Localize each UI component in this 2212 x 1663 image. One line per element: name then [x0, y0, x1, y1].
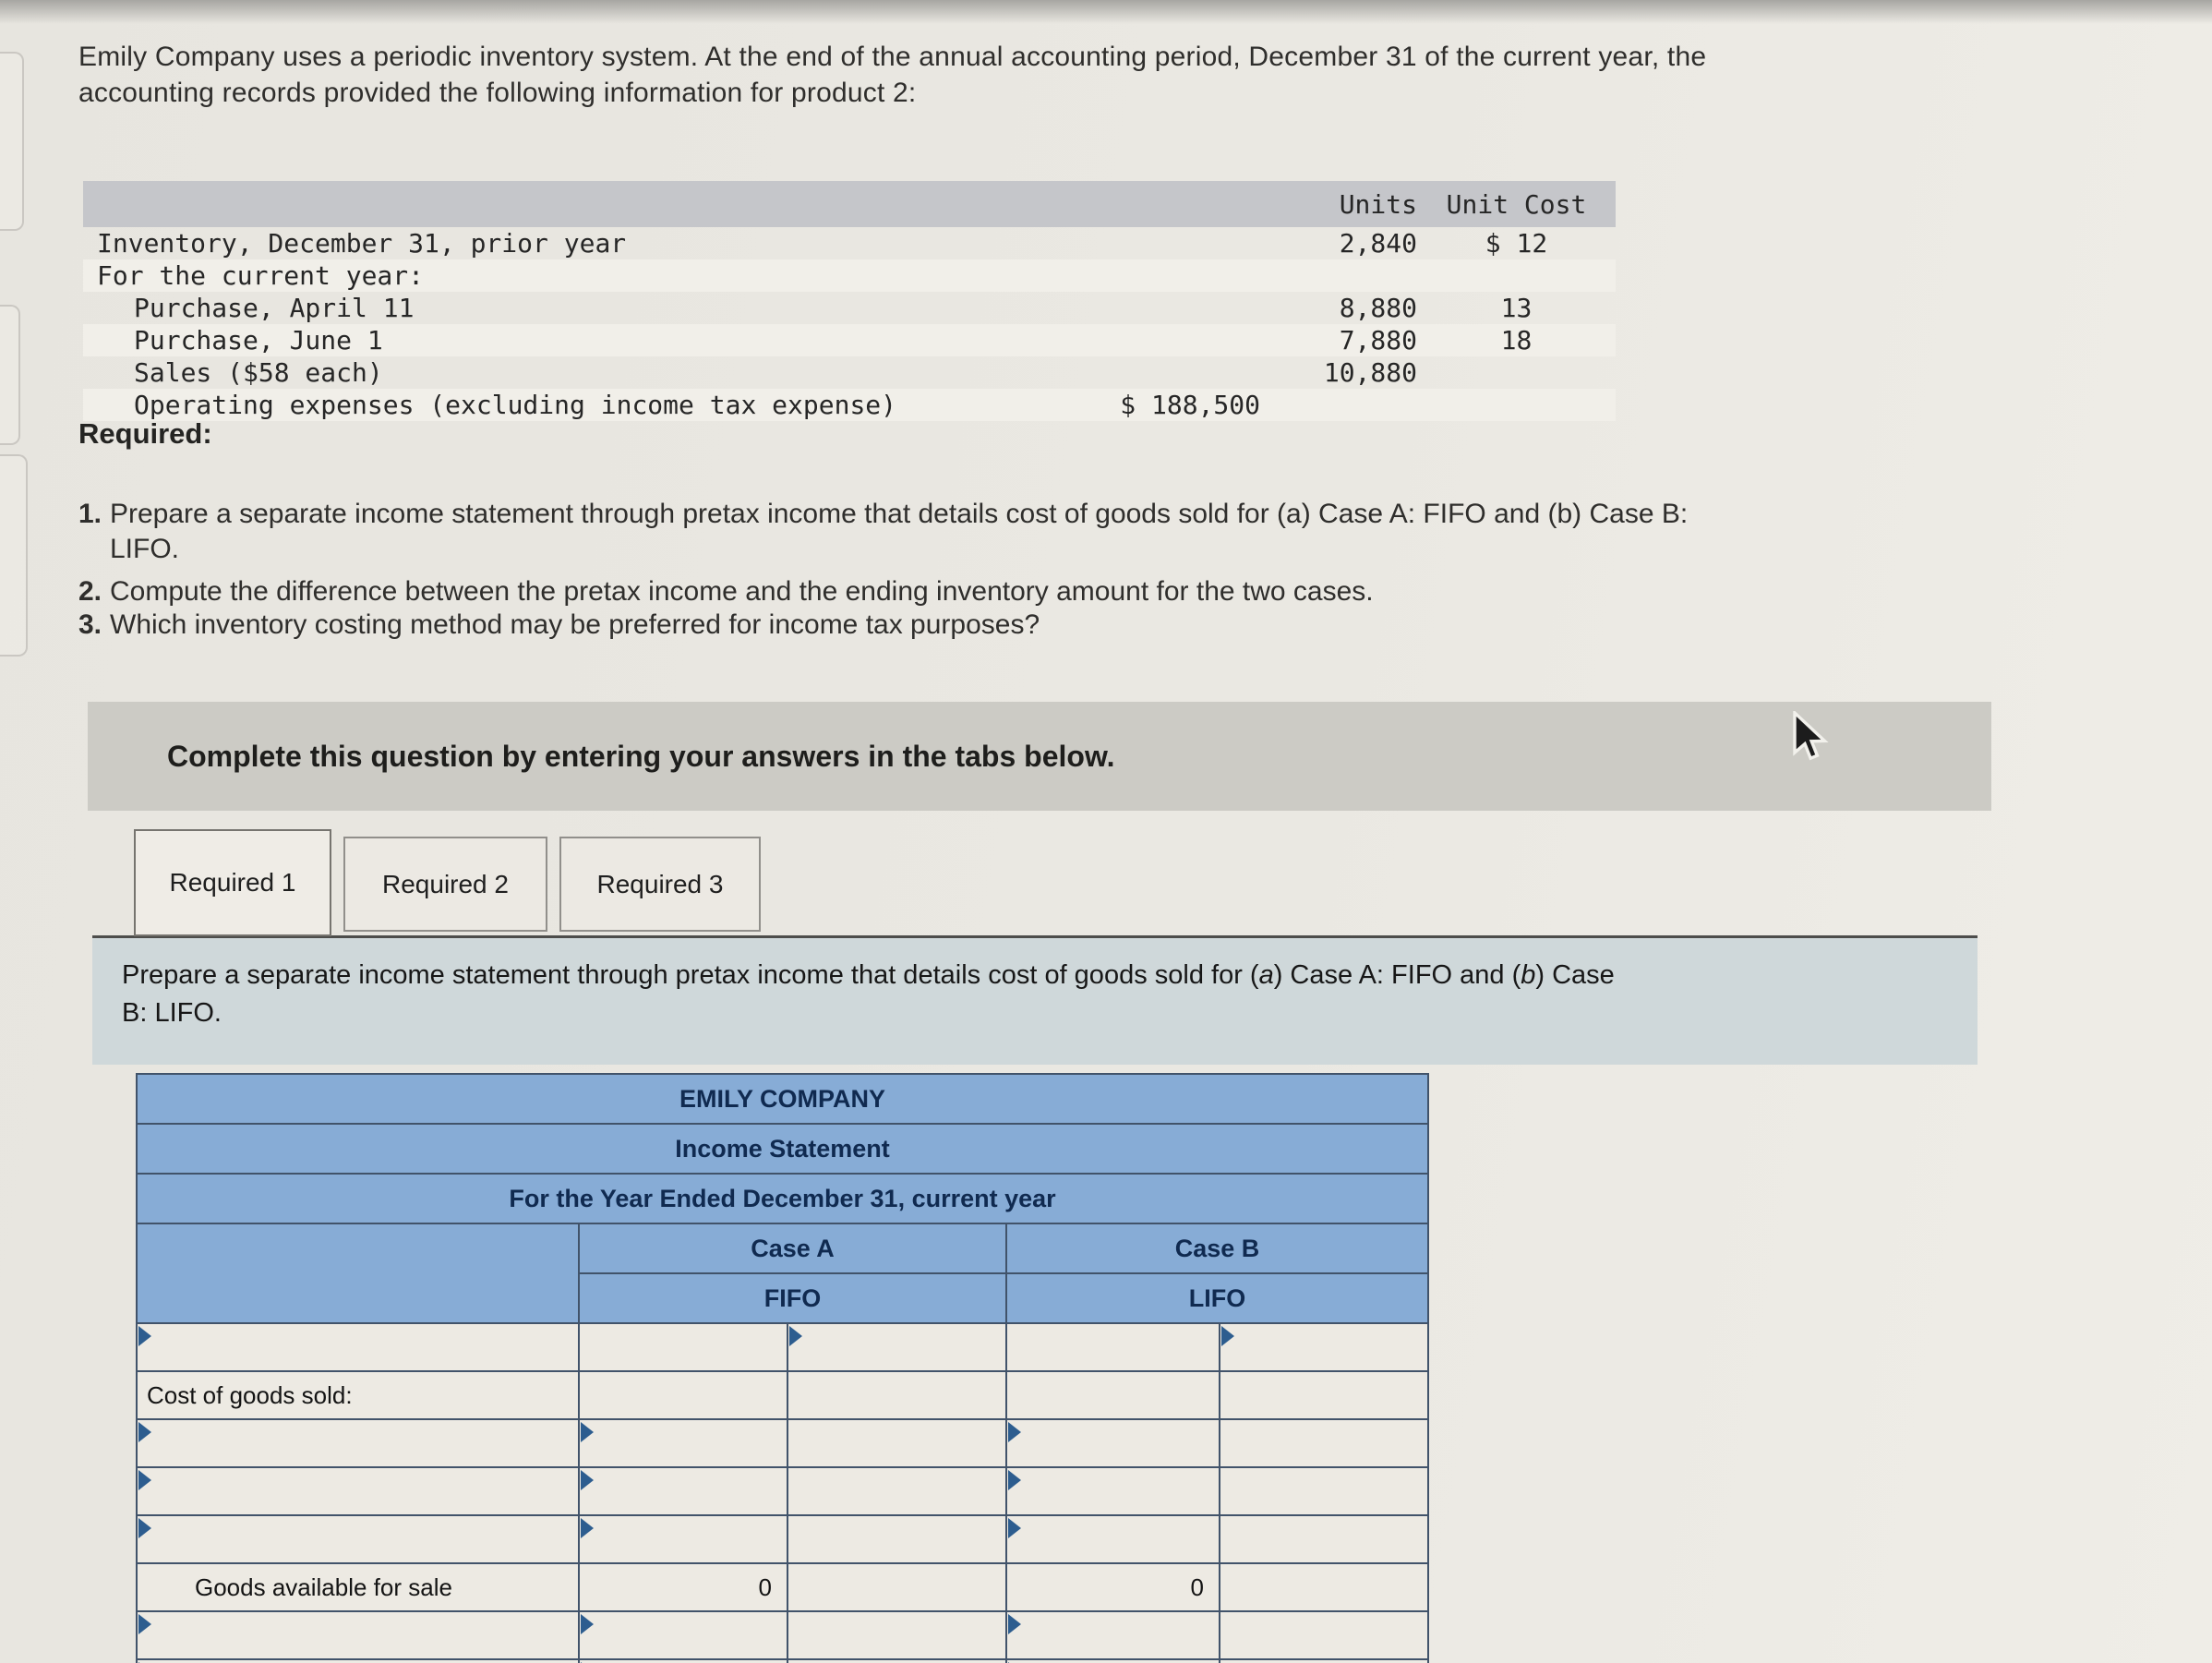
fifo-header: FIFO	[579, 1273, 1006, 1323]
amount-input-cell-case-b[interactable]	[1006, 1611, 1220, 1659]
table-row	[83, 259, 1616, 292]
row-unit-cost: 18	[1500, 325, 1533, 355]
problem-statement-line2: accounting records provided the following information for product 2:	[78, 78, 917, 108]
dropdown-triangle-icon	[1008, 1518, 1021, 1538]
dropdown-triangle-icon	[581, 1422, 594, 1442]
mouse-cursor-icon	[1789, 711, 1832, 765]
left-edge-artifact	[0, 52, 24, 231]
row-label: Purchase, April 11	[134, 293, 415, 323]
instruction-text: ) Case	[1535, 960, 1615, 990]
inventory-table-header	[83, 181, 1616, 227]
statement-title: Income Statement	[137, 1124, 1428, 1174]
table-row	[83, 227, 1616, 259]
goods-available-value-case-b: 0	[1006, 1563, 1220, 1611]
row-amount: $ 188,500	[1120, 390, 1260, 420]
input-cell	[1220, 1371, 1428, 1419]
problem-statement-line1: Emily Company uses a periodic inventory system. At the end of the annual accounting period, December 31 of the current year, the	[78, 42, 1707, 72]
item-text	[110, 497, 1688, 567]
required-item-1	[78, 497, 2165, 567]
units-header: Units	[1339, 188, 1417, 220]
income-statement-worksheet	[136, 1073, 1429, 1663]
table-row	[83, 389, 1616, 421]
input-cell	[787, 1659, 1006, 1663]
item-number: 3.	[78, 609, 102, 640]
top-edge-shade	[0, 0, 2212, 24]
item-text: Compute the difference between the pretax income and the ending inventory amount for the two cases.	[110, 576, 1374, 607]
input-cell	[1220, 1611, 1428, 1659]
item-number: 2.	[78, 576, 102, 607]
instruction-text-line2: B: LIFO.	[122, 998, 222, 1028]
input-cell	[579, 1323, 787, 1371]
inventory-data-table	[83, 181, 1616, 421]
item1-line2: LIFO.	[110, 534, 180, 564]
case-a-header: Case A	[579, 1223, 1006, 1273]
tab-required-2[interactable]: Required 2	[343, 837, 547, 932]
required-tabs	[134, 829, 761, 936]
goods-available-value-case-a: 0	[579, 1563, 787, 1611]
dropdown-triangle-icon	[1008, 1422, 1021, 1442]
row-units: 8,880	[1339, 293, 1417, 323]
item1-line1: Prepare a separate income statement through pretax income that details cost of goods sold for (a) Case A: FIFO and (b) Case B:	[110, 499, 1689, 529]
input-cell	[787, 1371, 1006, 1419]
amount-input-cell-case-b[interactable]	[1220, 1323, 1428, 1371]
dropdown-triangle-icon	[581, 1470, 594, 1490]
row-label: For the current year:	[97, 260, 425, 291]
required-item-3	[78, 608, 2165, 643]
input-cell	[787, 1467, 1006, 1515]
dropdown-triangle-icon	[138, 1326, 151, 1346]
amount-input-cell-case-a[interactable]	[787, 1323, 1006, 1371]
dropdown-triangle-icon	[789, 1326, 802, 1346]
instruction-panel	[92, 935, 1978, 1065]
input-cell	[1220, 1515, 1428, 1563]
required-heading: Required:	[78, 417, 212, 450]
amount-input-cell-case-b[interactable]	[1006, 1467, 1220, 1515]
input-cell	[787, 1419, 1006, 1467]
left-edge-artifact	[0, 454, 28, 657]
instruction-italic-b: b	[1521, 960, 1536, 990]
tab-required-1[interactable]: Required 1	[134, 829, 331, 936]
account-dropdown-cell[interactable]	[137, 1419, 579, 1467]
dropdown-triangle-icon	[1008, 1470, 1021, 1490]
row-units: 7,880	[1339, 325, 1417, 355]
corner-cell	[137, 1223, 579, 1323]
account-dropdown-cell[interactable]	[137, 1611, 579, 1659]
amount-input-cell-case-b[interactable]	[1006, 1659, 1220, 1663]
item-text: Which inventory costing method may be preferred for income tax purposes?	[110, 609, 1040, 640]
left-edge-artifact	[0, 305, 20, 445]
dropdown-triangle-icon	[138, 1518, 151, 1538]
input-cell	[787, 1611, 1006, 1659]
account-dropdown-cell[interactable]	[137, 1467, 579, 1515]
item-number: 1.	[78, 499, 102, 529]
row-label: Operating expenses (excluding income tax expense)	[134, 390, 897, 420]
cogs-section-label: Cost of goods sold:	[137, 1371, 579, 1419]
input-cell	[1220, 1467, 1428, 1515]
input-cell	[1006, 1323, 1220, 1371]
table-row	[83, 324, 1616, 356]
banner-text: Complete this question by entering your answers in the tabs below.	[167, 739, 1115, 773]
required-item-2	[78, 574, 2165, 609]
goods-available-label: Goods available for sale	[137, 1563, 579, 1611]
dropdown-triangle-icon	[1221, 1326, 1234, 1346]
dropdown-triangle-icon	[581, 1614, 594, 1634]
dropdown-triangle-icon	[1008, 1614, 1021, 1634]
row-units: 2,840	[1339, 228, 1417, 259]
row-label: Inventory, December 31, prior year	[97, 228, 627, 259]
instruction-text: Prepare a separate income statement through pretax income that details cost of goods sold for (	[122, 960, 1259, 990]
input-cell	[787, 1563, 1006, 1611]
lifo-header: LIFO	[1006, 1273, 1428, 1323]
dropdown-triangle-icon	[138, 1614, 151, 1634]
amount-input-cell-case-b[interactable]	[1006, 1419, 1220, 1467]
input-cell	[1220, 1659, 1428, 1663]
amount-input-cell-case-a[interactable]	[579, 1659, 787, 1663]
amount-input-cell-case-b[interactable]	[1006, 1515, 1220, 1563]
account-dropdown-cell[interactable]	[137, 1659, 579, 1663]
account-dropdown-cell[interactable]	[137, 1515, 579, 1563]
row-label: Sales ($58 each)	[134, 357, 383, 388]
problem-statement	[78, 39, 1706, 111]
input-cell	[787, 1515, 1006, 1563]
amount-input-cell-case-a[interactable]	[579, 1419, 787, 1467]
unit-cost-header: Unit Cost	[1446, 188, 1587, 220]
tab-required-3[interactable]: Required 3	[559, 837, 761, 932]
account-dropdown-cell[interactable]	[137, 1323, 579, 1371]
complete-question-banner	[88, 702, 1991, 811]
dropdown-triangle-icon	[581, 1518, 594, 1538]
input-cell	[579, 1371, 787, 1419]
row-unit-cost: 13	[1500, 293, 1533, 323]
input-cell	[1220, 1563, 1428, 1611]
company-title: EMILY COMPANY	[137, 1074, 1428, 1124]
input-cell	[1006, 1371, 1220, 1419]
dropdown-triangle-icon	[138, 1422, 151, 1442]
row-label: Purchase, June 1	[134, 325, 383, 355]
amount-input-cell-case-a[interactable]	[579, 1515, 787, 1563]
instruction-italic-a: a	[1258, 960, 1274, 990]
input-cell	[1220, 1419, 1428, 1467]
table-row	[83, 356, 1616, 389]
amount-input-cell-case-a[interactable]	[579, 1611, 787, 1659]
row-unit-cost: $ 12	[1485, 228, 1548, 259]
period-title: For the Year Ended December 31, current year	[137, 1174, 1428, 1223]
table-row	[83, 292, 1616, 324]
instruction-text: ) Case A: FIFO and (	[1273, 960, 1521, 990]
row-units: 10,880	[1323, 357, 1417, 388]
dropdown-triangle-icon	[138, 1470, 151, 1490]
amount-input-cell-case-a[interactable]	[579, 1467, 787, 1515]
case-b-header: Case B	[1006, 1223, 1428, 1273]
